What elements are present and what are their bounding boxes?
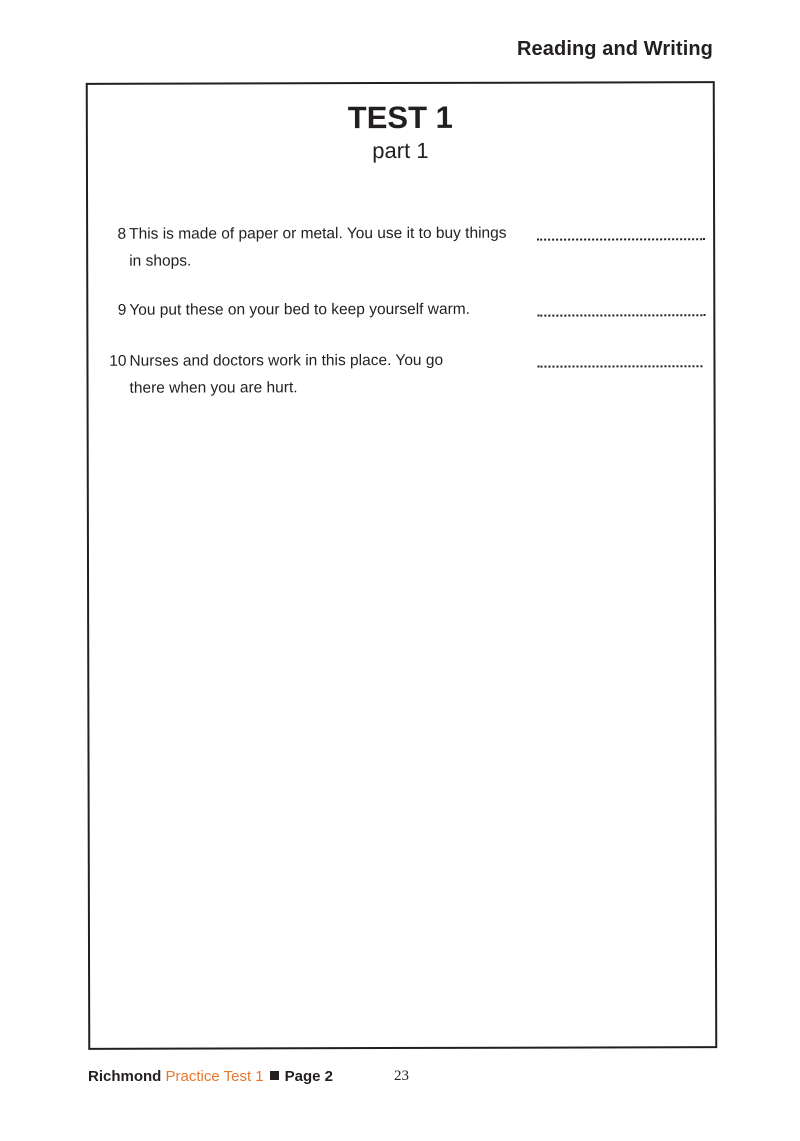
question-10: [96, 346, 708, 408]
answer-line[interactable]: [537, 365, 702, 367]
question-text: Nurses and doctors work in this place. You go there when you are hurt.: [129, 351, 444, 397]
footer: [88, 1068, 333, 1085]
question-number: 9: [117, 301, 127, 319]
answer-line[interactable]: [537, 238, 705, 240]
question-number: 8: [117, 225, 127, 243]
question-8: [96, 219, 708, 281]
footer-brand: Richmond: [88, 1068, 162, 1085]
test-title: TEST 1: [347, 99, 453, 136]
question-text: This is made of paper or metal. You use it to buy things in shops.: [129, 224, 507, 270]
question-number: 10: [109, 352, 127, 370]
square-bullet-icon: [270, 1071, 279, 1080]
test-part: part 1: [372, 137, 429, 164]
footer-practice-label: Practice Test 1: [165, 1068, 264, 1085]
answer-line[interactable]: [537, 314, 705, 316]
question-text: You put these on your bed to keep yourself warm.: [129, 300, 470, 319]
test-frame: [86, 81, 718, 1050]
page-number: 23: [394, 1068, 409, 1084]
footer-page-label: Page 2: [284, 1068, 333, 1085]
section-title: Reading and Writing: [517, 38, 713, 60]
